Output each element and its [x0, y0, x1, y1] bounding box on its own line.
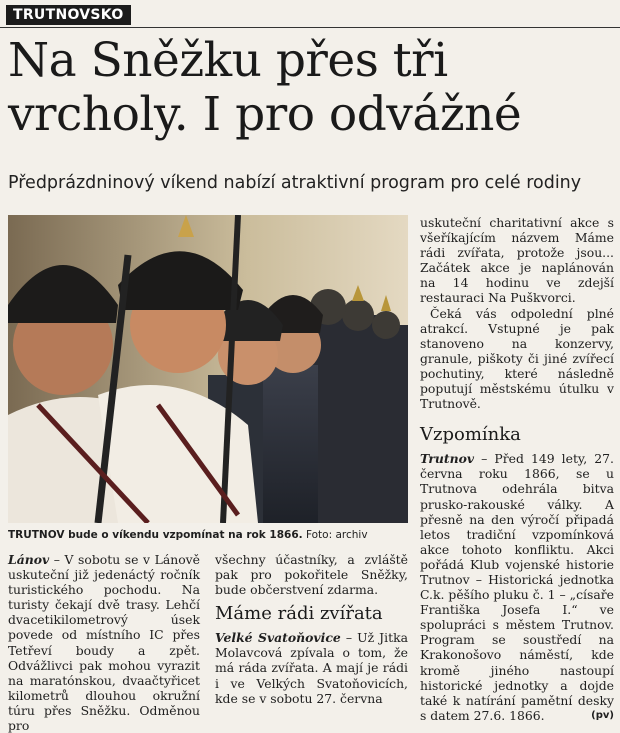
article-photo [8, 215, 408, 523]
article-column-3 [420, 215, 614, 723]
paragraph-trutnov [420, 451, 614, 723]
article-column-2 [215, 552, 408, 706]
photo-caption [8, 528, 408, 542]
article-subheadline: Předprázdninový víkend nabízí atraktivní program pro celé rodiny [8, 173, 582, 193]
paragraph-svatonovice-cont: uskuteční charitativní akce s všeříkajícím názvem Máme rádi zvířata, protože jsou... Začátek akce je naplánován na 14 hodinu ve zdejší restauraci Na Puškvorci. [420, 215, 614, 306]
paragraph-atrakce: Čeká vás odpolední plné atrakcí. Vstupné je pak stanoveno na konzervy, granule, piškoty či jiné zvířecí pochutiny, které následně poputují městskému útulku v Trutnově. [420, 305, 614, 412]
caption-text: TRUTNOV bude o víkendu vzpomínat na rok 1866. [8, 529, 303, 541]
section-label: TRUTNOVSKO [6, 5, 131, 25]
article-column-1 [8, 552, 200, 733]
subheading-vzpominka: Vzpomínka [420, 424, 521, 446]
paragraph-lanov [8, 552, 200, 733]
subheading-zvirata: Máme rádi zvířata [215, 603, 383, 625]
paragraph-svatonovice [215, 630, 408, 705]
photo-credit: Foto: archiv [305, 529, 368, 541]
paragraph-lanov-cont: všechny účastníky, a zvláště pak pro pokořitele Sněžky, bude občerstvení zdarma. [215, 552, 408, 598]
top-rule [0, 27, 620, 28]
dateline-svatonovice: Velké Svatoňovice [215, 630, 341, 646]
dateline-lanov: Lánov [8, 552, 50, 567]
paragraph-lanov-text: – V sobotu se v Lánově uskuteční již jedenáctý ročník turistického pochodu. Na turisty čekají dvě trasy. Lehčí dvacetikilometrový úsek povede od místního IC přes Tetřeví boudy a zpět. Odvážlivci pak mohou vyrazit na maratónskou, dvaačtyřicet kilometrů dlouhou okružní túru přes Sněžku. Odměnou pro [8, 552, 200, 733]
article-headline: Na Sněžku přes tři vrcholy. I pro odvážné [8, 33, 522, 142]
paragraph-svatonovice-text: – Už Jitka Molavcová zpívala o tom, že má ráda zvířata. A mají je rádi i ve Velkých Svatoňovicích, kde se v sobotu 27. června [215, 630, 408, 706]
paragraph-trutnov-text: – Před 149 lety, 27. června roku 1866, se u Trutnova odehrála bitva prusko-rakouské války. A přesně na den výročí připadá letos tradiční vzpomínková akce tohoto konfliktu. Akci pořádá Klub vojenské historie Trutnov – Historická jednotka C.k. pěšího pluku č. 1 – „císaře Františka Josefa I.“ ve spolupráci s městem Trutnov. Program se soustředí na Krakonošovo náměstí, kde kromě jiného nastoupí historické jednotky a dojde také k natírání pamětní desky s datem 27.6. 1866. [420, 451, 614, 723]
byline: (pv) [591, 709, 614, 721]
dateline-trutnov: Trutnov [420, 451, 475, 467]
